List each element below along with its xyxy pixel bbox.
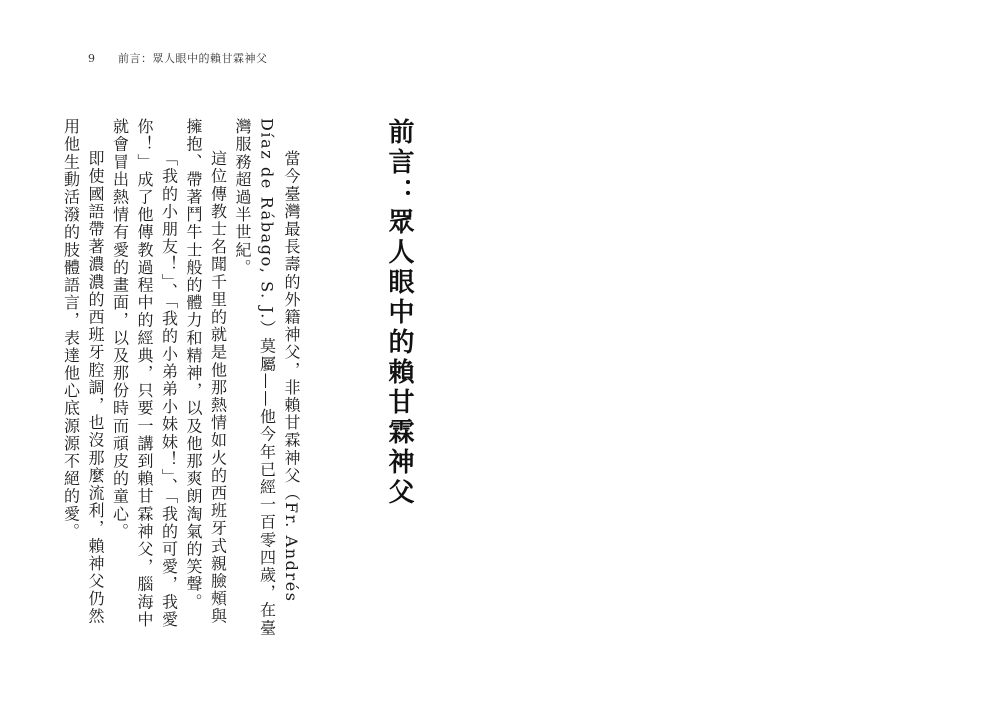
running-title: 前言：眾人眼中的賴甘霖神父	[118, 52, 268, 65]
paragraph: 「我的小朋友！」、「我的小弟弟小妹妹！」、「我的可愛，我愛你！」成了他傳教過程中的經典，只要一講到賴甘霖神父，腦海中就會冒出熱情有愛的畫面，以及那份時而頑皮的童心。	[110, 118, 179, 629]
chapter-title: 前言：眾人眼中的賴甘霖神父	[384, 118, 414, 508]
paragraph: 當今臺灣最長壽的外籍神父，非賴甘霖神父（Fr. Andrés Díaz de Rábago, S. J.）莫屬——他今年已經一百零四歲，在臺灣服務超過半世紀。	[233, 118, 301, 637]
page-number: 9	[88, 51, 96, 65]
page-header	[88, 50, 268, 66]
body-text	[61, 118, 303, 638]
paragraph: 即使國語帶著濃濃的西班牙腔調，也沒那麼流利，賴神父仍然用他生動活潑的肢體語言，表達他心底源源不絕的愛。	[61, 118, 105, 626]
paragraph: 這位傳教士名聞千里的就是他那熱情如火的西班牙式親臉頰與擁抱、帶著鬥牛士般的體力和精神，以及他那爽朗淘氣的笑聲。	[184, 118, 228, 626]
